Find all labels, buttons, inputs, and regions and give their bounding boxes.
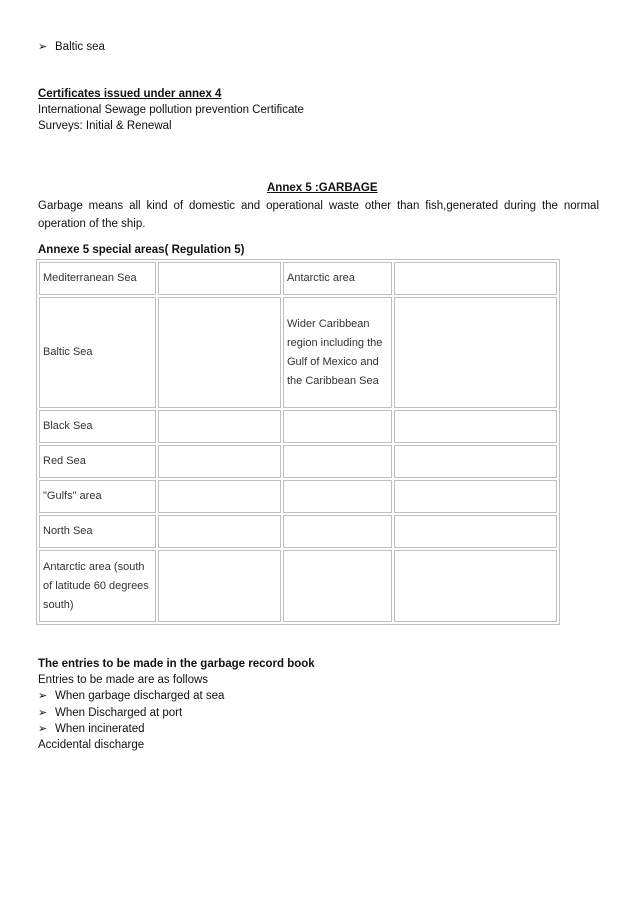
record-book-intro: Entries to be made are as follows <box>38 674 209 686</box>
table-cell: Antarctic area (south of latitude 60 degrees south) <box>39 550 156 622</box>
bullet-item <box>38 40 105 55</box>
table-cell <box>283 480 392 513</box>
annex4-surveys: Surveys: Initial & Renewal <box>38 120 172 132</box>
table-cell: Antarctic area <box>283 262 392 295</box>
list-item-text: When Discharged at port <box>55 707 183 719</box>
list-item <box>38 706 182 721</box>
table-cell <box>158 480 281 513</box>
table-cell <box>283 550 392 622</box>
annex4-heading: Certificates issued under annex 4 <box>38 88 222 100</box>
table-cell: Red Sea <box>39 445 156 478</box>
annex4-certificate: International Sewage pollution prevention Certificate <box>38 104 304 116</box>
special-areas-heading: Annexe 5 special areas( Regulation 5) <box>38 244 245 256</box>
table-cell <box>394 262 557 295</box>
record-book-closing: Accidental discharge <box>38 739 145 751</box>
table-cell <box>158 515 281 548</box>
list-item-text: When garbage discharged at sea <box>55 690 225 702</box>
table-row <box>39 550 557 622</box>
table-row <box>39 515 557 548</box>
bullet-text: Baltic sea <box>55 41 105 53</box>
table-row <box>39 262 557 295</box>
arrow-bullet-icon: ➢ <box>38 41 48 53</box>
table-cell <box>394 480 557 513</box>
list-item <box>38 689 224 704</box>
table-cell <box>394 410 557 443</box>
table-cell: Black Sea <box>39 410 156 443</box>
table-row <box>39 410 557 443</box>
table-cell <box>158 297 281 408</box>
table-cell <box>394 297 557 408</box>
table-cell: Wider Caribbean region including the Gulf of Mexico and the Caribbean Sea <box>283 297 392 408</box>
table-cell <box>394 515 557 548</box>
table-cell <box>158 550 281 622</box>
table-cell <box>158 410 281 443</box>
garbage-definition: Garbage means all kind of domestic and operational waste other than fish,generated during the normal operation of the ship. <box>38 200 599 230</box>
record-book-heading: The entries to be made in the garbage record book <box>38 658 315 670</box>
table-cell <box>158 445 281 478</box>
table-cell: North Sea <box>39 515 156 548</box>
table-cell <box>394 550 557 622</box>
table-row <box>39 445 557 478</box>
table-cell: Mediterranean Sea <box>39 262 156 295</box>
table-cell <box>283 445 392 478</box>
special-areas-table <box>36 259 560 625</box>
arrow-bullet-icon: ➢ <box>38 707 48 719</box>
arrow-bullet-icon: ➢ <box>38 690 48 702</box>
table-cell: "Gulfs" area <box>39 480 156 513</box>
table-cell <box>283 410 392 443</box>
table-cell <box>283 515 392 548</box>
table-cell <box>394 445 557 478</box>
table-cell: Baltic Sea <box>39 297 156 408</box>
list-item <box>38 722 145 737</box>
table-row <box>39 297 557 408</box>
table-cell <box>158 262 281 295</box>
list-item-text: When incinerated <box>55 723 145 735</box>
arrow-bullet-icon: ➢ <box>38 723 48 735</box>
annex5-title: Annex 5 :GARBAGE <box>267 182 378 194</box>
table-row <box>39 480 557 513</box>
